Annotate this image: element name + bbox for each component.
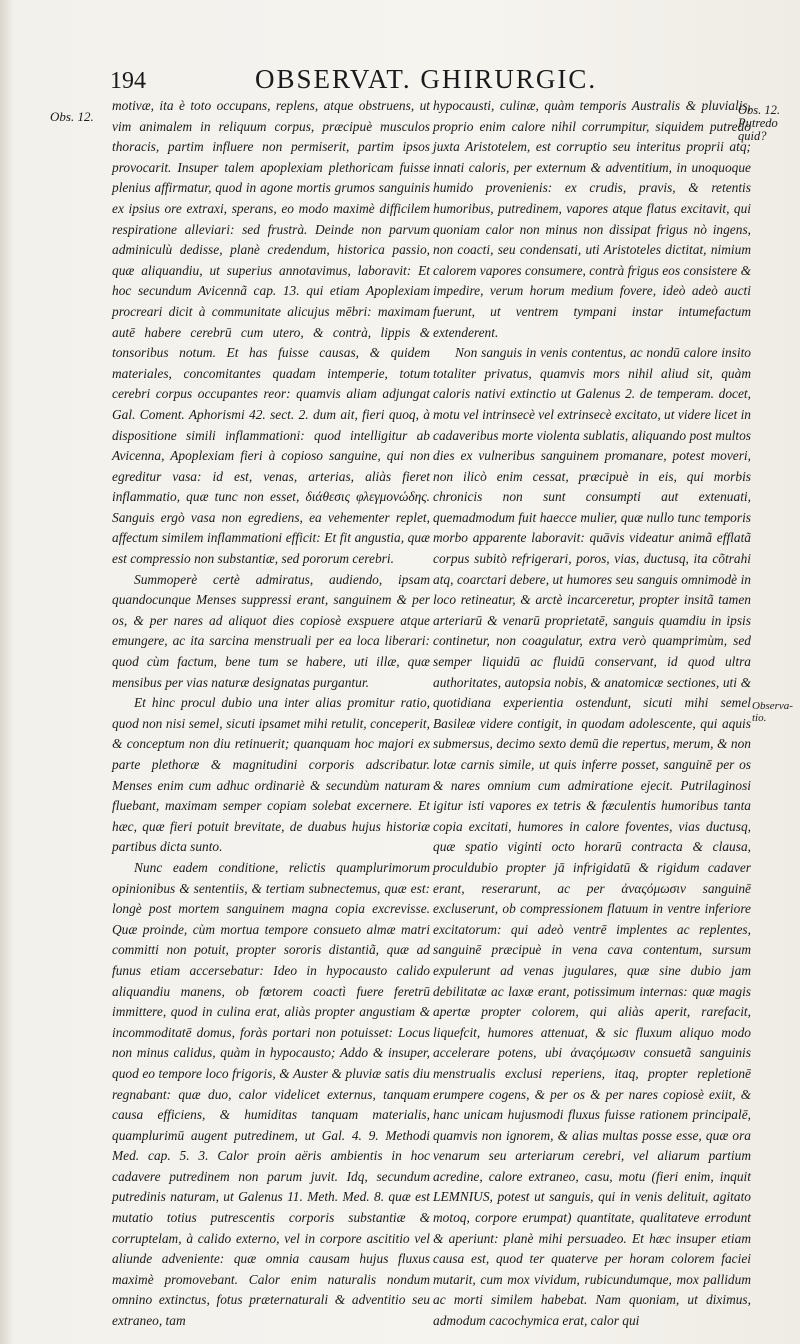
margin-note-left: Obs. 12. — [50, 109, 94, 124]
margin-note-observatio-line: Observa- — [752, 700, 793, 712]
page-number: 194 — [110, 68, 146, 94]
running-title: OBSERVAT. GHIRURGIC. — [255, 64, 598, 94]
paragraph: Non sanguis in venis contentus, ac nondū calore insito totaliter privatus, quamvis mors nihil aliud sit, quàm caloris nativi extinctio ut Galenus 2. de temperam. docet, motu vel intrinsecè vel extrinsecè excitato, ut videre licet in cadaveribus morte violenta sublatis, aliquando post multos dies ex vulneribus sanguinem promanare, potest moveri, non ilicò enim cessat, præcipuè in eis, qui morbis chronicis non sunt consumpti aut extenuati, quemadmodum fuit haecce mulier, quæ nullo tunc temporis morbo apparente laboravit: quāvis videatur animã efflatã corpus subitò refrigerari, poros, vias, ductusq, ita cõtrahi atq, coarctari debere, ut humores seu sanguis omnimodè in loco retineatur, & arctè incarceretur, propter insitã tamen arteriarū & venarū proprietatē, sanguis quamdiu in ipsis continetur, non coagulatur, extra verò quamprimùm, sed semper liquidū ac fluidū conservant, id quod ultra authoritates, autopsia nobis, & anatomicæ sectiones, uti & quotidiana experientia ostendunt, sicuti mihi semel Basileæ videre contigit, in quodam adolescente, qui aquis submersus, decimo sexto demū die repertus, merum, & non lotæ carnis simile, ut quis inferre posset, sanguinē per os & nares omnium cum admiratione ejecit. Putrilaginosi igitur isti vapores ex tetris & fæculentis humoribus tanta copia excitati, humores in calore foventes, vias ductusq, quæ spatio viginti octo horarū contracta & clausa, proculdubio propter jā infrigidatū & rigidum cadaver erant, reserarunt, ac per ἀναςόμωσιν sanguinē excluserunt, ob compressionem flatuum in ventre inferiore excitatorum: qui adeò ventrē implentes ac replentes, sanguinē præcipuè in vena cava contentum, sursum expulerunt ad venas jugulares, quæ sine dubio jam debilitatæ ac laxæ erant, potissimum internas: quæ magis apertæ propter colorem, qui aliàs aperit, rarefacit, liquefcit, humores attenuat, & sic fluxum aliquo modo accelerare potens, ubi ἀναςόμωσιν consuetã sanguinis menstrualis exclusi reperiens, itaq, propter repletionē erumpere cogens, & per os & per nares copiosè exiit, & hanc unicam hujusmodi fluxus fuisse rationem principalē, quamvis non ignorem, & alias multas posse esse, quæ ora venarum seu arteriarum cerebri, vel aliarum partium acredine, calore extraneo, casu, motu (fieri enim, inquit LEMNIUS, potest ut sanguis, qui in venis delituit, agitato motoq, corpore erumpat) quantitate, qualitateve errodunt & aperiunt: planè mihi persuadeo. Et hæc insuper etiam causa est, quod ter quaterve per horam colorem faciei mutarit, cum mox vividum, rubicundumque, mox pallidum ac morti similem habebat. Nam quoniam, ut diximus, admodum cacochymica erat, calor qui — [433, 345, 751, 1329]
paragraph: motivæ, ita è toto occupans, replens, atque obstruens, ut vim animalem in reliquum corpus, præcipuè musculos thoracis, partim influere non permiserit, partim ipsos provocarit. Insuper talem apoplexiam plethoricam fuisse plenius affirmatur, quod in agone mortis grumos sanguinis ex ipsius ore extraxi, sperans, eo modo maximè difficilem respiratione alleviari: sed frustrà. Deinde non parvum adminiculù dedisse, planè credendum, historica passio, quæ aliquandiu, ut superius annotavimus, laboravit: Et hoc secundum Avicennã cap. 13. qui etiam Apoplexiam procreari dicit à communitate alicujus mēbri: maximam autē habere cerebrū cum utero, & contrà, lippis & tonsoribus notum. Et has fuisse causas, & quidem materiales, concomitantes quadam intemperie, totum cerebri corpus occupantes reor: quamvis aliam adjungat Gal. Coment. Aphorismi 42. sect. 2. dum ait, fieri quoq, à dispositione simili inflammationi: quod intelligitur ab Avicenna, Apoplexiam fieri à copioso sanguine, qui non egreditur vasa: id est, venas, arterias, aliàs fieret inflammatio, quæ tunc non esset, διάθεσις φλεγμονώδης. Sanguis ergò vasa non egrediens, ea vehementer replet, affectum similem inflammationi efficit: Et fit angustia, quæ est compressio non substantiæ, sed pororum cerebri. — [112, 98, 430, 567]
left-column — [112, 96, 430, 1332]
margin-note-right-line: Obs. 12. — [738, 103, 781, 117]
paragraph: hypocausti, culinæ, quàm temporis Australis & pluvialis, proprio enim calore nihil corrumpitur, siquidem putredo juxta Aristotelem, est corruptio seu interitus proprii atq; innati caloris, per externum & adventitium, in unoquoque humido provenienis: ex crudis, pravis, & retentis humoribus, putredinem, vapores atque flatus excitavit, qui quoniam calor non minus non dissipat frigus nò ingens, non coacti, seu condensati, uti Aristoteles dictitat, nimium calorem vapores consumere, contrà frigus eos consistere & impedire, verum horum medium fovere, ideò adeò aucti fuerunt, ut ventrem tympani instar intumefactum extenderent. — [433, 98, 751, 340]
right-column — [433, 96, 751, 1332]
page-header — [110, 64, 750, 98]
margin-note-observatio — [752, 700, 796, 724]
paragraph: Summoperè certè admiratus, audiendo, ipsam quandocunque Menses suppressi erant, sanguinem & per os, & per nares ad aliquot dies copiosè exspuere atque emungere, ac ita sarcina menstruali per ea loca liberari: quod cùm factum, bene tum se habere, uti illæ, quæ mensibus per vias naturæ designatas purgantur. — [112, 571, 430, 690]
paragraph: Nunc eadem conditione, relictis quamplurimorum opinionibus & sententiis, & tertiam subnectemus, quæ est: longè post mortem sanguinem magna copia excrevisse. Quæ proinde, cùm mortua tempore consueto almæ matri committi non potuit, propter sororis distantiã, quæ ad funus etiam accersebatur: Ideo in hypocausto calido aliquandiu manens, ob fœtorem coactì fuere feretrū immittere, quod in culina erat, aliàs propter angustiam & incommoditatē domus, foràs portari non potuisset: Locus non minus calidus, quàm in hypocausto; Addo & insuper, quod eo tempore loco frigoris, & Auster & pluviæ satis diu regnabant: quæ duo, calor videlicet externus, tanquam causa efficiens, & humiditas tanquam materialis, quamplurimū augent putredinem, ut Gal. 4. 9. Methodi Med. cap. 5. 3. Calor proin aëris ambientis in hoc cadavere putredinem non parum juvit. Idq, secundum putredinis naturam, ut Galenus 11. Meth. Med. 8. quæ est mutatio totius putrescentis corporis substantiæ & corruptelam, à calido externo, vel in corpore ascititio vel aliunde adveniente: quæ omnia causam hujus fluxus maximè promovebant. Calor enim naturalis nondum omnino extinctus, fotus præternaturali & adventitio seu extraneo, tam — [112, 859, 430, 1329]
paragraph: Et hinc procul dubio una inter alias promitur ratio, quod non nisi semel, sicuti ipsamet mihi retulit, conceperit, & conceptum non diu retinuerit; quanquam hoc majori ex parte plethoræ & magnitudini corporis adscribatur. Menses enim cum adhuc ordinariè & secundùm naturam fluebant, maximam semper copiam solebat excernere. Et hæc, quæ fieri potuit brevitate, de duabus hujus historiæ partibus dicta sunto. — [112, 695, 430, 855]
margin-note-right-line: Putredo quid? — [738, 116, 778, 143]
margin-note-observatio-line: tio. — [752, 712, 767, 724]
